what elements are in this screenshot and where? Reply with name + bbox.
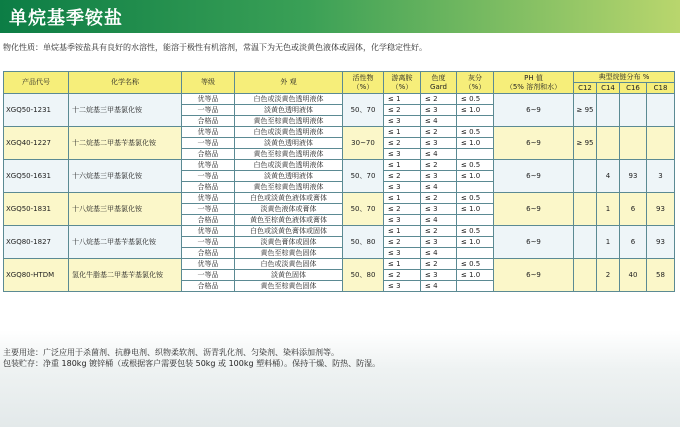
product-code: XGQ50-1831 — [4, 193, 69, 226]
properties-text: 单烷基季铵盐具有良好的水溶性，能溶于极性有机溶剂，常温下为无色或淡黄色液体或固体，化学稳定性好。 — [43, 43, 427, 52]
c18-cell: 93 — [647, 226, 675, 259]
product-group — [4, 94, 675, 127]
color-cell: ≤ 2 — [421, 259, 457, 270]
grade-cell: 优等品 — [182, 226, 235, 237]
header-active-line2: （%） — [352, 82, 374, 91]
ash-cell — [457, 281, 494, 292]
grade-cell: 优等品 — [182, 193, 235, 204]
c12-cell — [574, 193, 597, 226]
header-active-line1: 活性物 — [352, 73, 374, 82]
ash-cell: ≤ 0.5 — [457, 193, 494, 204]
table-row — [4, 94, 675, 105]
color-cell: ≤ 3 — [421, 270, 457, 281]
active-matter-cell: 50、70 — [343, 94, 384, 127]
ash-cell: ≤ 1.0 — [457, 270, 494, 281]
grade-cell: 优等品 — [182, 127, 235, 138]
free-amine-cell: ≤ 2 — [384, 270, 421, 281]
appearance-cell: 淡黄色液体或膏体 — [235, 204, 343, 215]
free-amine-cell: ≤ 3 — [384, 281, 421, 292]
color-cell: ≤ 3 — [421, 171, 457, 182]
color-cell: ≤ 4 — [421, 248, 457, 259]
appearance-cell: 淡黄色透明液体 — [235, 138, 343, 149]
appearance-cell: 白色或淡黄色液体或膏体 — [235, 193, 343, 204]
header-active — [343, 72, 384, 94]
grade-cell: 一等品 — [182, 270, 235, 281]
grade-cell: 合格品 — [182, 215, 235, 226]
grade-cell: 合格品 — [182, 248, 235, 259]
c14-cell — [597, 94, 620, 127]
grade-cell: 合格品 — [182, 182, 235, 193]
ash-cell: ≤ 1.0 — [457, 237, 494, 248]
free-amine-cell: ≤ 1 — [384, 127, 421, 138]
packaging-text: 净重 180kg 镀锌桶（或根据客户需要包装 50kg 或 100kg 塑料桶）。保持干燥、防热、防湿。 — [43, 359, 381, 368]
header-ph-line1: PH 值 — [524, 73, 543, 82]
table-row — [4, 127, 675, 138]
grade-cell: 合格品 — [182, 116, 235, 127]
ash-cell — [457, 149, 494, 160]
appearance-cell: 淡黄色透明液体 — [235, 105, 343, 116]
appearance-cell: 白色或淡黄色固体 — [235, 259, 343, 270]
c14-cell: 1 — [597, 226, 620, 259]
appearance-cell: 白色或淡黄色透明液体 — [235, 127, 343, 138]
product-group — [4, 193, 675, 226]
free-amine-cell: ≤ 2 — [384, 105, 421, 116]
product-code: XGQ40-1227 — [4, 127, 69, 160]
header-c16: C16 — [620, 83, 647, 94]
free-amine-cell: ≤ 2 — [384, 171, 421, 182]
header-ash-line2: （%） — [464, 82, 486, 91]
color-cell: ≤ 2 — [421, 127, 457, 138]
product-code: XGQ80-HTDM — [4, 259, 69, 292]
color-cell: ≤ 4 — [421, 281, 457, 292]
header-amine-line1: 游离胺 — [391, 73, 413, 82]
header-grade: 等级 — [182, 72, 235, 94]
c12-cell — [574, 226, 597, 259]
ph-cell: 6~9 — [494, 127, 574, 160]
color-cell: ≤ 2 — [421, 160, 457, 171]
header-ash-line1: 灰分 — [468, 73, 482, 82]
free-amine-cell: ≤ 1 — [384, 226, 421, 237]
ph-cell: 6~9 — [494, 259, 574, 292]
table-row — [4, 259, 675, 270]
grade-cell: 一等品 — [182, 105, 235, 116]
header-chain-distribution: 典型烷链分布 % — [574, 72, 675, 83]
ash-cell: ≤ 1.0 — [457, 171, 494, 182]
free-amine-cell: ≤ 1 — [384, 259, 421, 270]
free-amine-cell: ≤ 2 — [384, 204, 421, 215]
packaging-note — [3, 358, 380, 369]
ph-cell: 6~9 — [494, 94, 574, 127]
active-matter-cell: 50、80 — [343, 226, 384, 259]
color-cell: ≤ 2 — [421, 193, 457, 204]
chemical-name: 氢化牛脂基二甲基苄基氯化铵 — [69, 259, 182, 292]
chemical-name: 十八烷基二甲基苄基氯化铵 — [69, 226, 182, 259]
c16-cell — [620, 127, 647, 160]
color-cell: ≤ 2 — [421, 226, 457, 237]
free-amine-cell: ≤ 1 — [384, 160, 421, 171]
chemical-name: 十六烷基三甲基氯化铵 — [69, 160, 182, 193]
c16-cell: 6 — [620, 193, 647, 226]
color-cell: ≤ 4 — [421, 215, 457, 226]
ash-cell — [457, 116, 494, 127]
active-matter-cell: 50、70 — [343, 193, 384, 226]
color-cell: ≤ 4 — [421, 116, 457, 127]
c18-cell: 3 — [647, 160, 675, 193]
uses-text: 广泛应用于杀菌剂、抗静电剂、织物柔软剂、沥青乳化剂、匀染剂、染料添加剂等。 — [43, 348, 339, 357]
c18-cell: 93 — [647, 193, 675, 226]
grade-cell: 合格品 — [182, 281, 235, 292]
appearance-cell: 白色或淡黄色透明液体 — [235, 94, 343, 105]
properties-label: 物化性质： — [3, 43, 43, 52]
header-color-line2: Gard — [430, 82, 447, 91]
c16-cell — [620, 94, 647, 127]
properties-intro — [3, 42, 427, 53]
product-code: XGQ80-1827 — [4, 226, 69, 259]
c18-cell — [647, 94, 675, 127]
c14-cell: 1 — [597, 193, 620, 226]
free-amine-cell: ≤ 3 — [384, 116, 421, 127]
c14-cell — [597, 127, 620, 160]
product-group — [4, 226, 675, 259]
grade-cell: 优等品 — [182, 160, 235, 171]
ash-cell: ≤ 1.0 — [457, 138, 494, 149]
active-matter-cell: 30~70 — [343, 127, 384, 160]
ash-cell: ≤ 0.5 — [457, 94, 494, 105]
free-amine-cell: ≤ 2 — [384, 138, 421, 149]
free-amine-cell: ≤ 3 — [384, 182, 421, 193]
spec-table — [3, 71, 675, 292]
chemical-name: 十二烷基三甲基氯化铵 — [69, 94, 182, 127]
product-group — [4, 259, 675, 292]
notes-section — [3, 347, 380, 369]
appearance-cell: 黄色至棕黄色透明液体 — [235, 149, 343, 160]
appearance-cell: 白色或淡黄色透明液体 — [235, 160, 343, 171]
ash-cell — [457, 215, 494, 226]
product-group — [4, 160, 675, 193]
free-amine-cell: ≤ 1 — [384, 94, 421, 105]
header-code: 产品代号 — [4, 72, 69, 94]
header-color — [421, 72, 457, 94]
active-matter-cell: 50、80 — [343, 259, 384, 292]
color-cell: ≤ 3 — [421, 237, 457, 248]
ash-cell: ≤ 0.5 — [457, 127, 494, 138]
header-amine-line2: （%） — [391, 82, 413, 91]
ash-cell: ≤ 1.0 — [457, 105, 494, 116]
product-code: XGQ50-1231 — [4, 94, 69, 127]
color-cell: ≤ 3 — [421, 138, 457, 149]
c16-cell: 93 — [620, 160, 647, 193]
c12-cell — [574, 160, 597, 193]
header-c12: C12 — [574, 83, 597, 94]
table-row — [4, 160, 675, 171]
ash-cell — [457, 248, 494, 259]
c14-cell: 2 — [597, 259, 620, 292]
color-cell: ≤ 3 — [421, 204, 457, 215]
table-row — [4, 193, 675, 204]
color-cell: ≤ 2 — [421, 94, 457, 105]
c12-cell: ≥ 95 — [574, 94, 597, 127]
header-ash — [457, 72, 494, 94]
ph-cell: 6~9 — [494, 193, 574, 226]
grade-cell: 合格品 — [182, 149, 235, 160]
title-banner — [0, 0, 680, 33]
appearance-cell: 黄色至棕黄色固体 — [235, 248, 343, 259]
ph-cell: 6~9 — [494, 160, 574, 193]
ash-cell — [457, 182, 494, 193]
uses-label: 主要用途： — [3, 348, 43, 357]
free-amine-cell: ≤ 2 — [384, 237, 421, 248]
appearance-cell: 黄色至棕黄色透明液体 — [235, 182, 343, 193]
chemical-name: 十二烷基二甲基苄基氯化铵 — [69, 127, 182, 160]
grade-cell: 优等品 — [182, 94, 235, 105]
ash-cell: ≤ 0.5 — [457, 259, 494, 270]
grade-cell: 优等品 — [182, 259, 235, 270]
appearance-cell: 白色或淡黄色膏体或固体 — [235, 226, 343, 237]
color-cell: ≤ 4 — [421, 182, 457, 193]
appearance-cell: 黄色至棕黄色固体 — [235, 281, 343, 292]
header-appearance: 外 观 — [235, 72, 343, 94]
c16-cell: 6 — [620, 226, 647, 259]
c16-cell: 40 — [620, 259, 647, 292]
ash-cell: ≤ 0.5 — [457, 160, 494, 171]
table-row — [4, 226, 675, 237]
header-name: 化学名称 — [69, 72, 182, 94]
header-c18: C18 — [647, 83, 675, 94]
appearance-cell: 淡黄色透明液体 — [235, 171, 343, 182]
page-title: 单烷基季铵盐 — [9, 8, 123, 29]
header-color-line1: 色度 — [431, 73, 446, 82]
c12-cell — [574, 259, 597, 292]
c18-cell: 58 — [647, 259, 675, 292]
grade-cell: 一等品 — [182, 171, 235, 182]
free-amine-cell: ≤ 3 — [384, 149, 421, 160]
grade-cell: 一等品 — [182, 204, 235, 215]
header-ph — [494, 72, 574, 94]
free-amine-cell: ≤ 3 — [384, 248, 421, 259]
header-amine — [384, 72, 421, 94]
ash-cell: ≤ 1.0 — [457, 204, 494, 215]
product-group — [4, 127, 675, 160]
free-amine-cell: ≤ 3 — [384, 215, 421, 226]
header-c14: C14 — [597, 83, 620, 94]
grade-cell: 一等品 — [182, 237, 235, 248]
packaging-label: 包装贮存： — [3, 359, 43, 368]
color-cell: ≤ 4 — [421, 149, 457, 160]
product-code: XGQ50-1631 — [4, 160, 69, 193]
appearance-cell: 淡黄色膏体或固体 — [235, 237, 343, 248]
uses-note — [3, 347, 380, 358]
c18-cell — [647, 127, 675, 160]
color-cell: ≤ 3 — [421, 105, 457, 116]
appearance-cell: 黄色至棕黄色液体或膏体 — [235, 215, 343, 226]
chemical-name: 十八烷基三甲基氯化铵 — [69, 193, 182, 226]
appearance-cell: 淡黄色固体 — [235, 270, 343, 281]
appearance-cell: 黄色至棕黄色透明液体 — [235, 116, 343, 127]
c12-cell: ≥ 95 — [574, 127, 597, 160]
grade-cell: 一等品 — [182, 138, 235, 149]
free-amine-cell: ≤ 1 — [384, 193, 421, 204]
ph-cell: 6~9 — [494, 226, 574, 259]
ash-cell: ≤ 0.5 — [457, 226, 494, 237]
header-ph-line2: （5% 溶剂和水） — [505, 82, 562, 91]
c14-cell: 4 — [597, 160, 620, 193]
active-matter-cell: 50、70 — [343, 160, 384, 193]
